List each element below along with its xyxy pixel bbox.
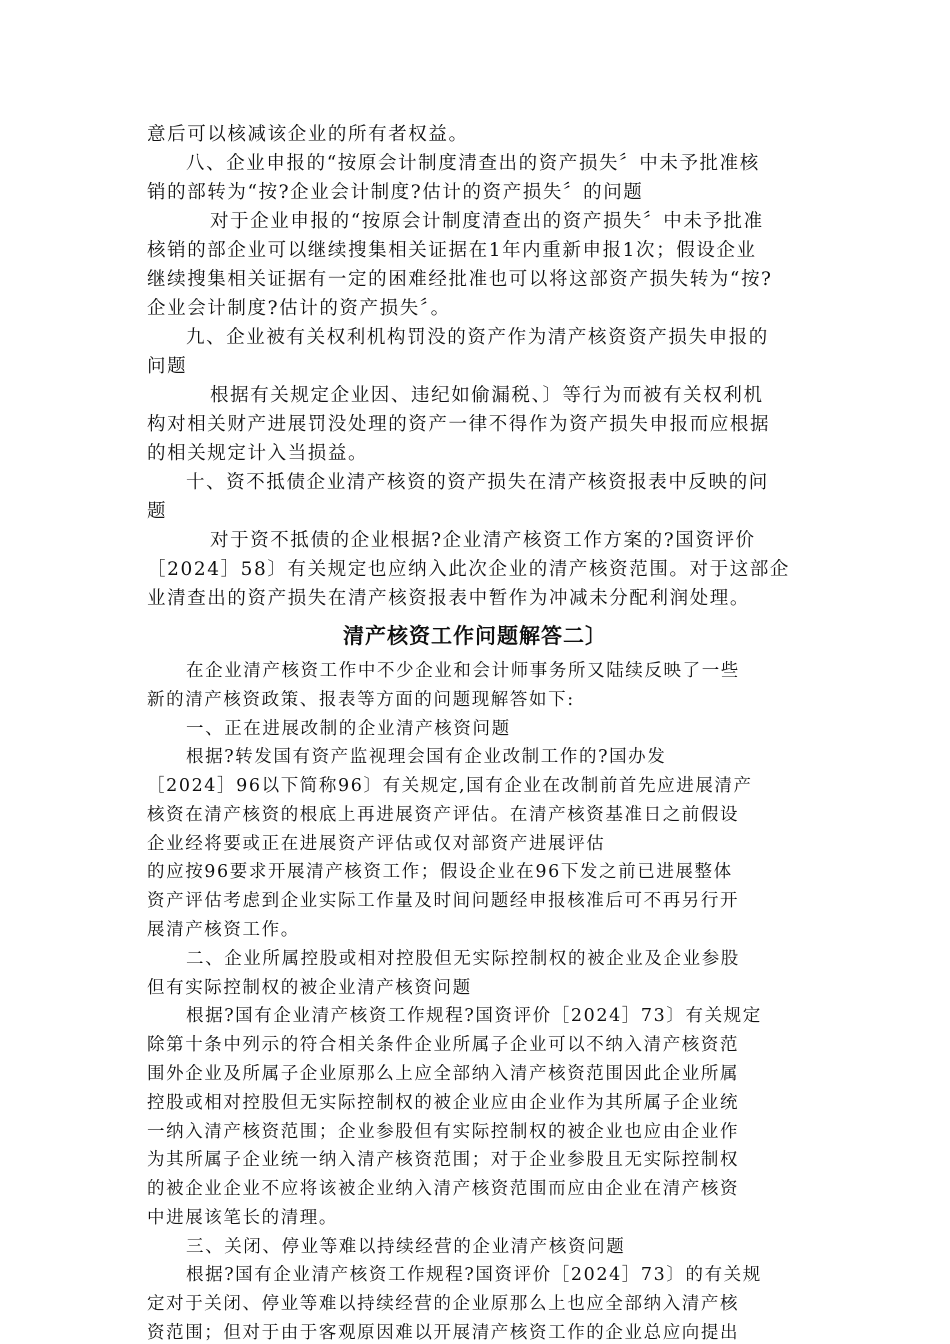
text-line: 对于企业申报的“按原会计制度清查出的资产损失〞中未予批准 <box>210 211 764 232</box>
text-line: 一、正在进展改制的企业清产核资问题 <box>186 719 511 739</box>
text-line: 八、企业申报的“按原会计制度清查出的资产损失〞中未予批准核 <box>186 153 760 174</box>
text-line: 围外企业及所属子企业原那么上应全部纳入清产核资范围因此企业所属 <box>147 1064 740 1084</box>
text-line: 展清产核资工作。 <box>147 920 300 940</box>
text-line: 意后可以核减该企业的所有者权益。 <box>147 124 469 145</box>
text-line: 根据?国有企业清产核资工作规程?国资评价［2024］73〕的有关规 <box>186 1265 762 1285</box>
text-line: 在企业清产核资工作中不少企业和会计师事务所又陆续反映了一些 <box>186 661 740 681</box>
text-line: 三、关闭、停业等难以持续经营的企业清产核资问题 <box>186 1237 626 1257</box>
text-line: 的应按96要求开展清产核资工作；假设企业在96下发之前已进展整体 <box>147 862 733 882</box>
text-line: 定对于关闭、停业等难以持续经营的企业原那么上也应全部纳入清产核 <box>147 1294 740 1314</box>
text-line: 核销的部企业可以继续搜集相关证据在1年内重新申报1次；假设企业 <box>147 240 757 261</box>
text-line: 但有实际控制权的被企业清产核资问题 <box>147 978 472 998</box>
text-line: 资范围；但对于由于客观原因难以开展清产核资工作的企业总应向提出 <box>147 1323 740 1343</box>
text-line: 构对相关财产进展罚没处理的资产一律不得作为资产损失申报而应根据 <box>147 414 771 435</box>
text-line: 销的部转为“按?企业会计制度?估计的资产损失〞的问题 <box>147 182 644 203</box>
text-line: 根据?国有企业清产核资工作规程?国资评价［2024］73〕有关规定 <box>186 1006 762 1026</box>
text-line: 九、企业被有关权利机构罚没的资产作为清产核资资产损失申报的 <box>186 327 769 348</box>
text-line: ［2024］58〕有关规定也应纳入此次企业的清产核资范围。对于这部企 <box>147 559 791 580</box>
text-line: 十、资不抵债企业清产核资的资产损失在清产核资报表中反映的问 <box>186 472 769 493</box>
text-line: 控股或相对控股但无实际控制权的被企业应由企业作为其所属子企业统 <box>147 1093 740 1113</box>
text-line: 对于资不抵债的企业根据?企业清产核资工作方案的?国资评价 <box>210 530 756 551</box>
text-line: 新的清产核资政策、报表等方面的问题现解答如下: <box>147 690 575 710</box>
text-line: 问题 <box>147 356 188 377</box>
section-title: 清产核资工作问题解答二〕 <box>343 624 607 648</box>
text-line: 为其所属子企业统一纳入清产核资范围；对于企业参股且无实际控制权 <box>147 1150 740 1170</box>
text-line: 企业会计制度?估计的资产损失〞。 <box>147 298 451 319</box>
text-line: ［2024］96以下简称96〕有关规定,国有企业在改制前首先应进展清产 <box>147 776 753 796</box>
text-line: 除第十条中列示的符合相关条件企业所属子企业可以不纳入清产核资范 <box>147 1035 740 1055</box>
text-line: 继续搜集相关证据有一定的困难经批准也可以将这部资产损失转为“按? <box>147 269 773 290</box>
text-line: 企业经将要或正在进展资产评估或仅对部资产进展评估 <box>147 834 606 854</box>
text-line: 中进展该笔长的清理。 <box>147 1208 338 1228</box>
text-line: 核资在清产核资的根底上再进展资产评估。在清产核资基准日之前假设 <box>147 805 740 825</box>
text-line: 业清查出的资产损失在清产核资报表中暂作为冲减未分配利润处理。 <box>147 588 751 609</box>
text-line: 根据?转发国有资产监视理会国有企业改制工作的?国办发 <box>186 747 667 767</box>
text-line: 根据有关规定企业因、违纪如偷漏税、〕等行为而被有关权利机 <box>210 385 764 406</box>
text-line: 资产评估考虑到企业实际工作量及时间问题经申报核准后可不再另行开 <box>147 891 740 911</box>
text-line: 一纳入清产核资范围；企业参股但有实际控制权的被企业也应由企业作 <box>147 1122 740 1142</box>
text-line: 的相关规定计入当损益。 <box>147 443 369 464</box>
text-line: 的被企业企业不应将该被企业纳入清产核资范围而应由企业在清产核资 <box>147 1179 740 1199</box>
text-line: 二、企业所属控股或相对控股但无实际控制权的被企业及企业参股 <box>186 949 740 969</box>
text-line: 题 <box>147 501 168 522</box>
